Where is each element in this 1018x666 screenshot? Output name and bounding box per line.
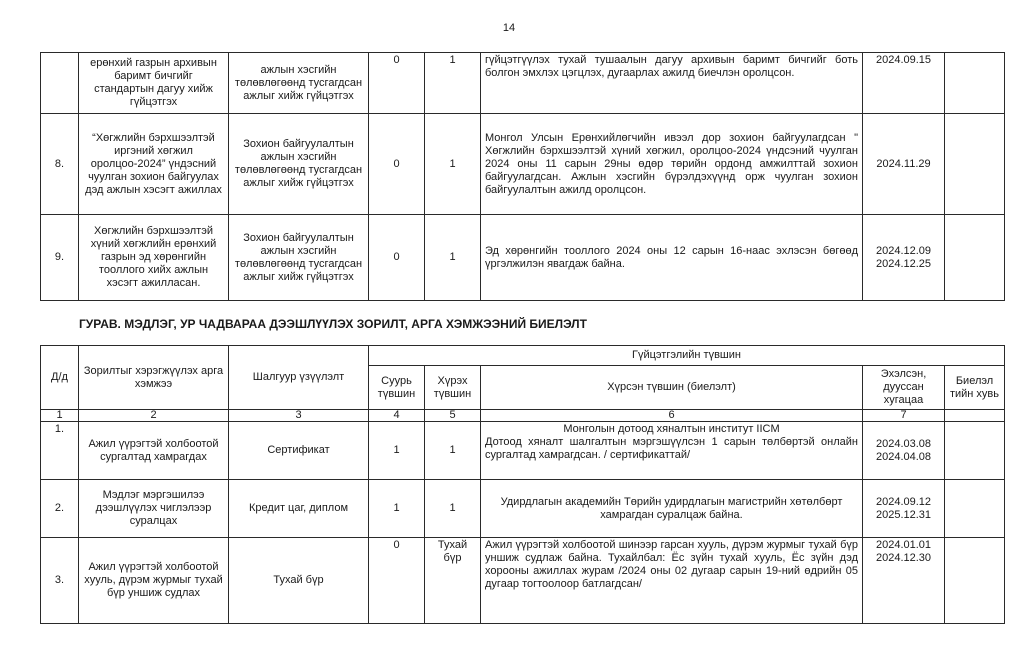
- date-cell: 2024.09.15: [863, 53, 945, 114]
- date-cell: 2024.09.12 2025.12.31: [863, 480, 945, 538]
- row-number: 9.: [41, 215, 79, 301]
- table-row: [41, 422, 1005, 480]
- result-cell: Монгол Улсын Ерөнхийлөгчийн ивээл дор зохион байгуулагдсан " Хөгжлийн бэрхшээлтэй хүний хөгжил, оролцоо-2024 үндсэний чуулган 2024 оны 11 сарын 29ны өдөр төрийн ордонд амжилттай зохион байгуулагдсан. Ажлын хэсгийн бүрэлдэхүүнд орж чуулган зохион байгуулалтын ажилд оролцсон.: [481, 114, 863, 215]
- result-title: Монголын дотоод хяналтын институт IICM: [563, 423, 780, 435]
- target-level-cell: 1: [425, 114, 481, 215]
- criteria-cell: Кредит цаг, диплом: [229, 480, 369, 538]
- row-number: 8.: [41, 114, 79, 215]
- column-number: 4: [369, 410, 425, 422]
- column-number: 1: [41, 410, 79, 422]
- target-level-cell: Тухай бүр: [425, 538, 481, 624]
- target-level-cell: 1: [425, 53, 481, 114]
- criteria-cell: Зохион байгуулалтын ажлын хэсгийн төлөвлөгөөнд тусгагдсан ажлыг хийж гүйцэтгэх: [229, 114, 369, 215]
- result-cell: Эд хөрөнгийн тооллого 2024 оны 12 сарын 16-наас эхлэсэн бөгөөд үргэлжилэн явагдаж байна.: [481, 215, 863, 301]
- column-number: 2: [79, 410, 229, 422]
- goal-cell: Ажил үүрэгтэй холбоотой хууль, дүрэм журмыг тухай бүр уншиж судлах: [79, 538, 229, 624]
- percent-cell: [945, 538, 1005, 624]
- base-level-cell: 0: [369, 215, 425, 301]
- target-level-cell: 1: [425, 215, 481, 301]
- header-row: [41, 346, 1005, 366]
- header-target: Хүрэх түвшин: [425, 366, 481, 410]
- achievement-table-continued: [40, 52, 1005, 301]
- base-level-cell: 1: [369, 480, 425, 538]
- criteria-cell: Тухай бүр: [229, 538, 369, 624]
- date-cell: 2024.01.01 2024.12.30: [863, 538, 945, 624]
- date-cell: 2024.11.29: [863, 114, 945, 215]
- target-level-cell: 1: [425, 422, 481, 480]
- criteria-cell: Зохион байгуулалтын ажлын хэсгийн төлөвлөгөөнд тусгагдсан ажлыг хийж гүйцэтгэх: [229, 215, 369, 301]
- goal-cell: “Хөгжлийн бэрхшээлтэй иргэний хөгжил оролцоо-2024” үндэсний чуулган зохион байгуулах дэд ажлын хэсэгт ажиллах: [79, 114, 229, 215]
- base-level-cell: 0: [369, 53, 425, 114]
- table-row: [41, 215, 1005, 301]
- table-row: [41, 480, 1005, 538]
- row-number: 2.: [41, 480, 79, 538]
- date-cell: 2024.12.09 2024.12.25: [863, 215, 945, 301]
- result-cell: Удирдлагын академийн Төрийн удирдлагын магистрийн хөтөлбөрт хамрагдан суралцаж байна.: [481, 480, 863, 538]
- header-criteria: Шалгуур үзүүлэлт: [229, 346, 369, 410]
- header-base: Суурь түвшин: [369, 366, 425, 410]
- percent-cell: [945, 114, 1005, 215]
- percent-cell: [945, 53, 1005, 114]
- section-heading: ГУРАВ. МЭДЛЭГ, УР ЧАДВАРАА ДЭЭШЛҮҮЛЭХ ЗОРИЛТ, АРГА ХЭМЖЭЭНИЙ БИЕЛЭЛТ: [79, 317, 587, 331]
- column-number: 5: [425, 410, 481, 422]
- result-cell: [481, 422, 863, 480]
- column-number: 7: [863, 410, 945, 422]
- header-dates: Эхэлсэн, дууссан хугацаа: [863, 366, 945, 410]
- table-row: [41, 53, 1005, 114]
- goal-cell: Мэдлэг мэргэшилээ дээшлүүлэх чиглэлээр суралцах: [79, 480, 229, 538]
- percent-cell: [945, 215, 1005, 301]
- target-level-cell: 1: [425, 480, 481, 538]
- column-number: 6: [481, 410, 863, 422]
- result-cell: гүйцэтгүүлэх тухай тушаалын дагуу архивын баримт бичгийг боть болгон эмхлэх цэгцлэх, дугаарлах ажилд биечлэн оролцсон.: [481, 53, 863, 114]
- column-number-row: [41, 410, 1005, 422]
- goal-cell: ерөнхий газрын архивын баримт бичгийг стандартын дагуу хийж гүйцэтгэх: [79, 53, 229, 114]
- result-text: Дотоод хяналт шалгалтын мэргэшүүлсэн 1 сарын төлбөртэй онлайн сургалтад хамрагдсан. / сертификаттай/: [485, 436, 858, 461]
- header-result: Хүрсэн түвшин (биелэлт): [481, 366, 863, 410]
- table-row: [41, 538, 1005, 624]
- header-level-group: Гүйцэтгэлийн түвшин: [369, 346, 1005, 366]
- row-number: 3.: [41, 538, 79, 624]
- column-number: 3: [229, 410, 369, 422]
- row-number: 1.: [41, 422, 79, 480]
- base-level-cell: 0: [369, 538, 425, 624]
- page-number: 14: [502, 22, 516, 34]
- goal-cell: Ажил үүрэгтэй холбоотой сургалтад хамрагдах: [79, 422, 229, 480]
- header-percent: Биелэл тийн хувь: [945, 366, 1005, 410]
- base-level-cell: 0: [369, 114, 425, 215]
- percent-cell: [945, 422, 1005, 480]
- result-cell: Ажил үүрэгтэй холбоотой шинээр гарсан хууль, дүрэм журмыг тухай бүр уншиж судлаж байна. Тухайлбал: Ёс зүйн тухай хууль, Ёс зүйн дэд хорооны ажиллах журам /2024 оны 02 дугаар сарын 19-ний өдрийн 05 дугаар тогтоолоор батлагдсан/: [481, 538, 863, 624]
- skills-table: [40, 345, 1005, 624]
- percent-cell: [945, 480, 1005, 538]
- row-number: [41, 53, 79, 114]
- base-level-cell: 1: [369, 422, 425, 480]
- table-row: [41, 114, 1005, 215]
- criteria-cell: ажлын хэсгийн төлөвлөгөөнд тусгагдсан ажлыг хийж гүйцэтгэх: [229, 53, 369, 114]
- goal-cell: Хөгжлийн бэрхшээлтэй хүний хөгжлийн ерөнхий газрын эд хөрөнгийн тооллого хийх ажлын хэсэгт ажилласан.: [79, 215, 229, 301]
- date-cell: 2024.03.08 2024.04.08: [863, 422, 945, 480]
- header-num: Д/д: [41, 346, 79, 410]
- criteria-cell: Сертификат: [229, 422, 369, 480]
- header-goal: Зорилтыг хэрэгжүүлэх арга хэмжээ: [79, 346, 229, 410]
- column-number: [945, 410, 1005, 422]
